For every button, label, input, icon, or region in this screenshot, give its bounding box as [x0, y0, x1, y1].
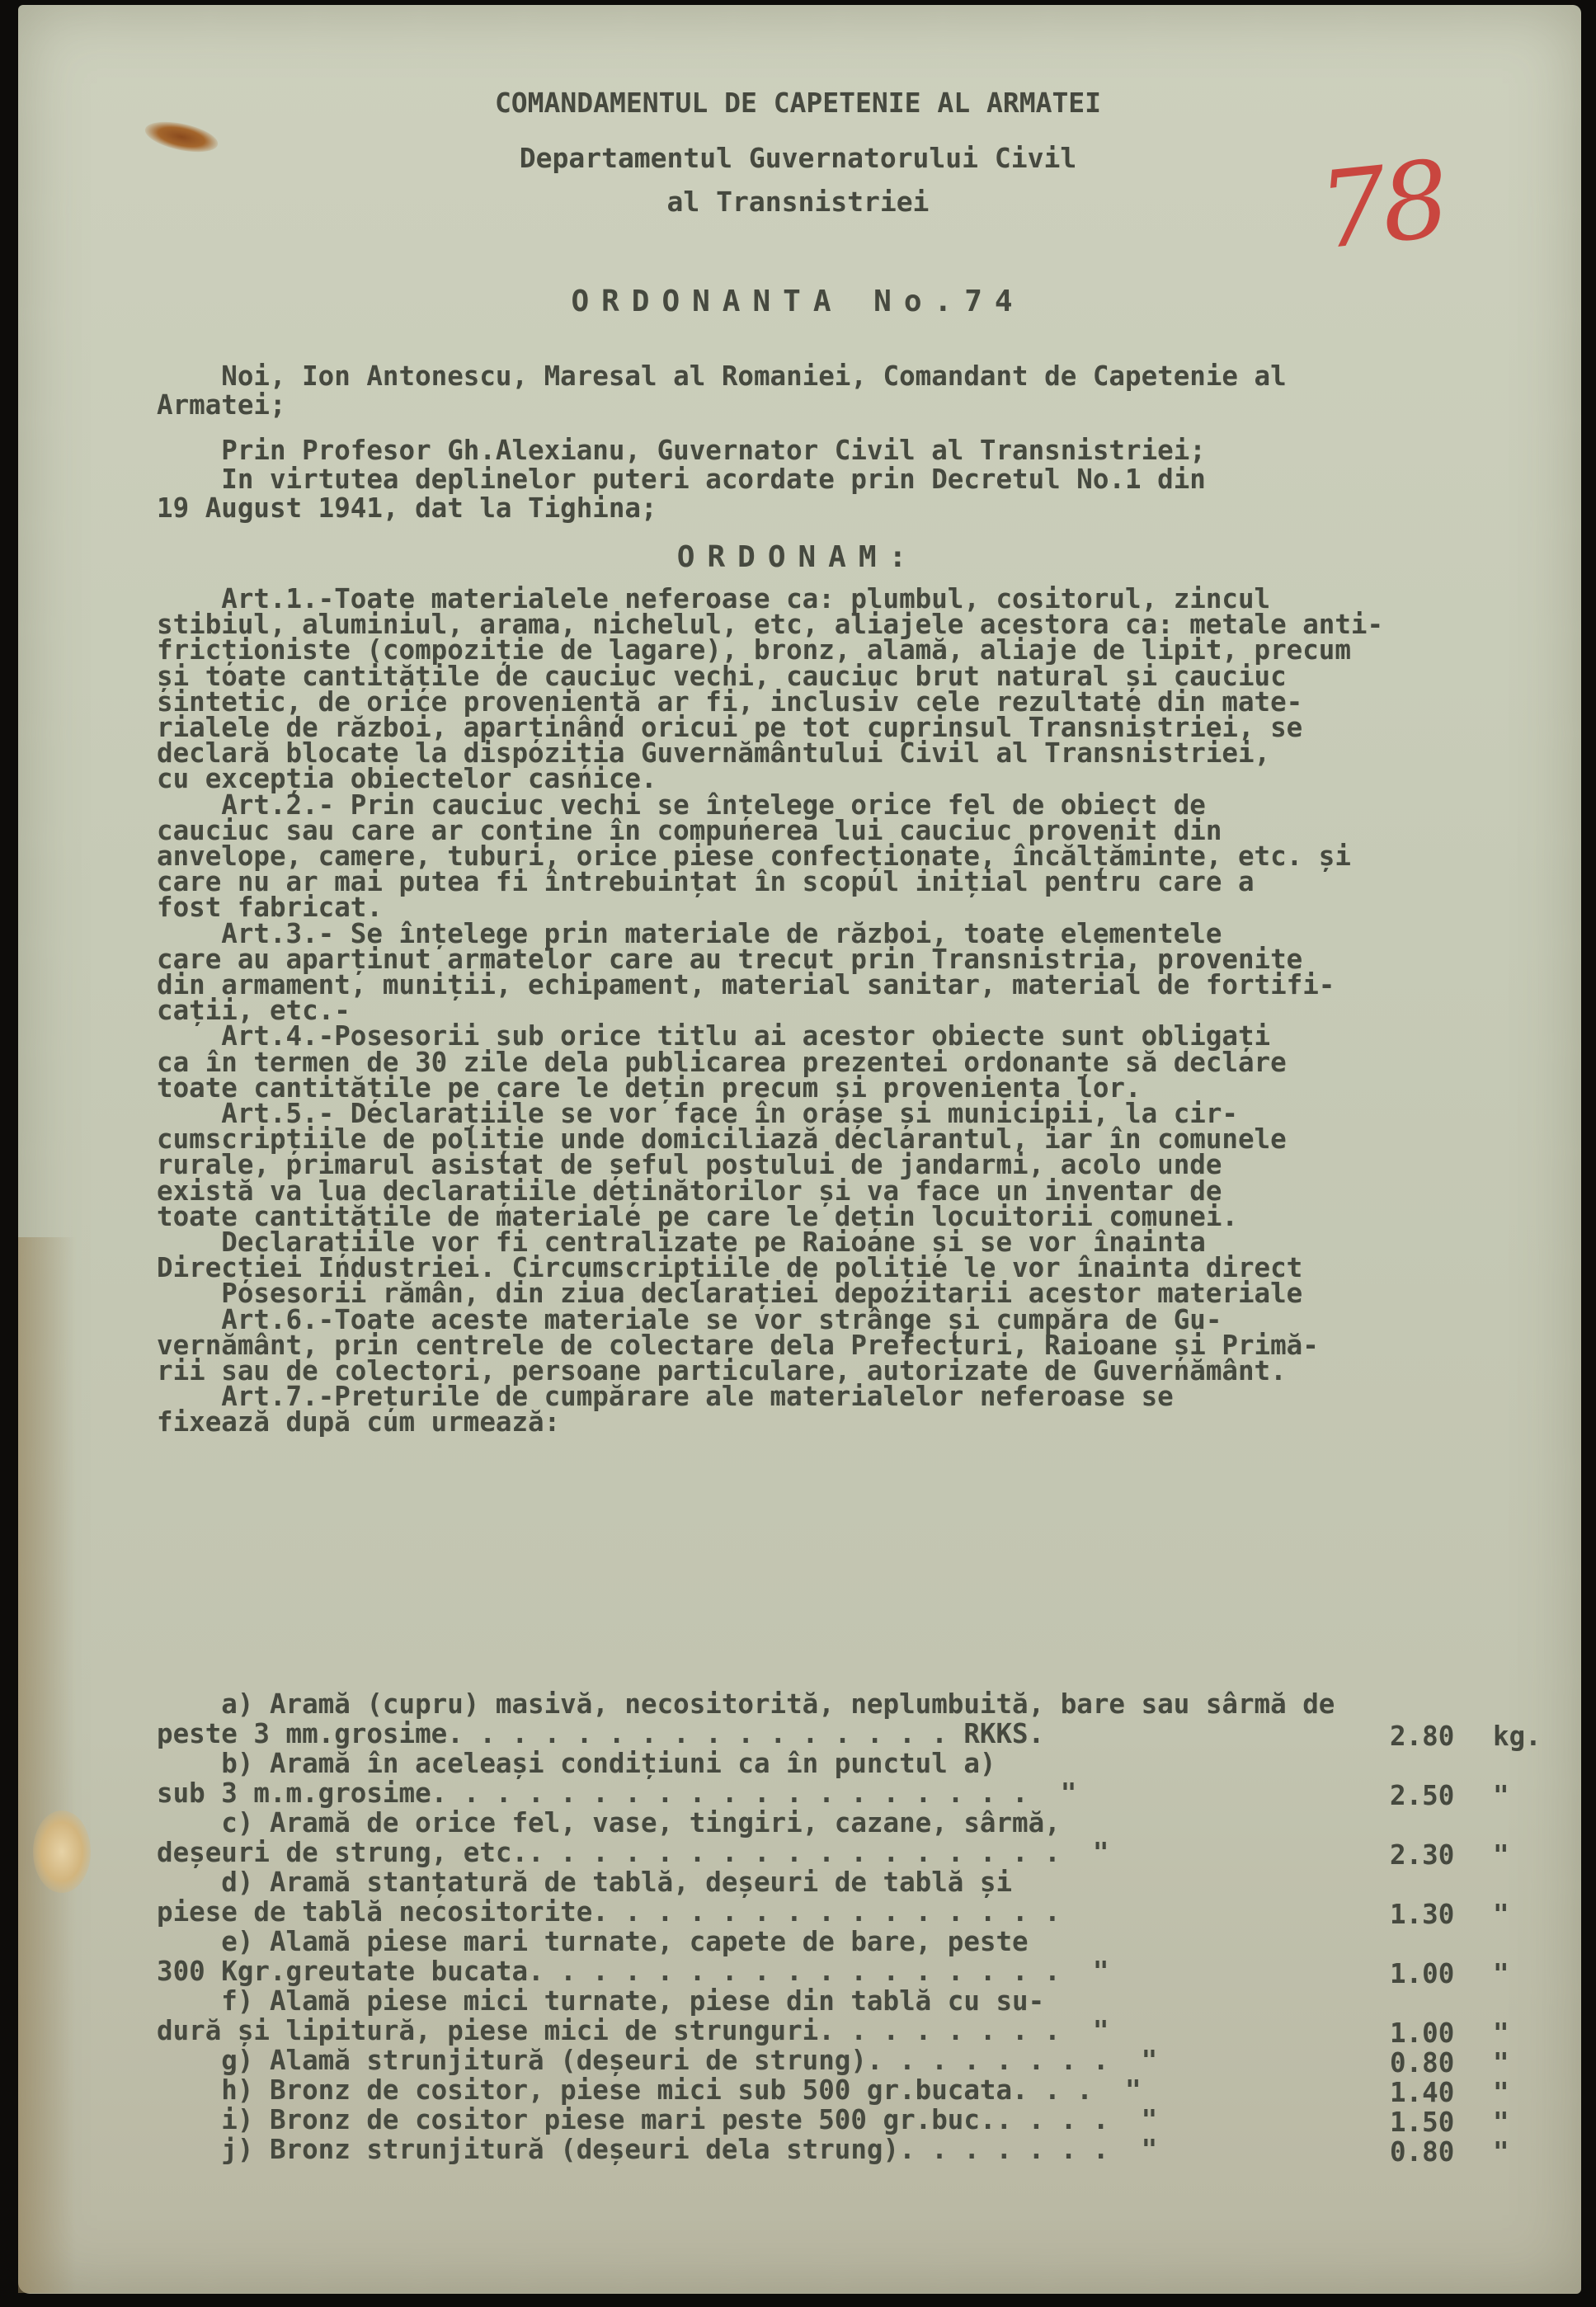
price-value: 1.40 — [1390, 2077, 1455, 2108]
article-line: Art.5.- Declarațiile se vor face în orașe și municipii, la cir- — [157, 1098, 1238, 1129]
preamble-line: In virtutea deplinelor puteri acordate prin Decretul No.1 din — [157, 464, 1206, 495]
price-item-text: dură și lipitură, piese mici de strunguri. . . . . . . . " — [157, 2015, 1109, 2046]
price-item-text: f) Alamă piese mici turnate, piese din tablă cu su- — [157, 1985, 1045, 2017]
article-line: Art.1.-Toate materialele neferoase ca: plumbul, cositorul, zincul — [157, 583, 1271, 614]
price-item-text: g) Alamă strunjitură (deșeuri de strung). . . . . . . . " — [157, 2045, 1158, 2076]
price-item-text: piese de tablă necositorite. . . . . . . . . . . . . . . — [157, 1896, 1061, 1928]
article-line: cații, etc.- — [157, 995, 351, 1027]
price-item-text: c) Aramă de orice fel, vase, tingiri, cazane, sârmă, — [157, 1807, 1061, 1839]
price-value: 2.30 — [1390, 1839, 1455, 1871]
article-line: Direcției Industriei. Circumscripțiile de poliție le vor înainta direct — [157, 1252, 1303, 1284]
worn-edge — [18, 1237, 76, 2293]
price-value: 1.00 — [1390, 1958, 1455, 1989]
article-line: vernământ, prin centrele de colectare dela Prefecturi, Raioane și Primă- — [157, 1329, 1319, 1361]
price-item-text: deșeuri de strung, etc.. . . . . . . . . . . . . . . . . " — [157, 1837, 1109, 1868]
article-line: Art.7.-Prețurile de cumpărare ale materialelor neferoase se — [157, 1381, 1174, 1413]
article-line: sintetic, de orice proveniență ar fi, inclusiv cele rezultate din mate- — [157, 685, 1303, 718]
preamble-line: Prin Profesor Gh.Alexianu, Guvernator Civil al Transnistriei; — [157, 435, 1206, 466]
price-unit: " — [1493, 1780, 1509, 1811]
price-value: 1.50 — [1390, 2107, 1455, 2138]
article-line: Art.3.- Se înțelege prin materiale de război, toate elementele — [157, 917, 1222, 949]
article-line: Art.6.-Toate aceste materiale se vor strânge și cumpăra de Gu- — [157, 1303, 1222, 1335]
preamble-line: Noi, Ion Antonescu, Maresal al Romaniei, Comandant de Capetenie al — [157, 360, 1287, 392]
price-value: 0.80 — [1390, 2136, 1455, 2168]
preamble-line: Armatei; — [157, 389, 286, 421]
article-line: și toate cantitățile de cauciuc vechi, cauciuc brut natural și cauciuc — [157, 660, 1287, 692]
price-unit: " — [1493, 1839, 1509, 1871]
article-line: Art.2.- Prin cauciuc vechi se înțelege orice fel de obiect de — [157, 789, 1206, 821]
price-unit: " — [1493, 2047, 1509, 2079]
price-item-text: a) Aramă (cupru) masivă, necositorită, neplumbuită, bare sau sârmă de — [157, 1688, 1335, 1720]
article-line: Declarațiile vor fi centralizate pe Raioane și se vor înainta — [157, 1226, 1206, 1258]
article-line: rii sau de colectori, persoane particulare, autorizate de Guvernământ. — [157, 1355, 1287, 1387]
price-item-text: i) Bronz de cositor piese mari peste 500 gr.buc.. . . . " — [157, 2104, 1158, 2135]
price-item-text: peste 3 mm.grosime. . . . . . . . . . . . . . . . RKKS. — [157, 1718, 1045, 1749]
price-unit: " — [1493, 2107, 1509, 2138]
article-line: cu excepția obiectelor casnice. — [157, 763, 657, 795]
article-line: anvelope, camere, tuburi, orice piese confecționate, încălțăminte, etc. și — [157, 840, 1351, 872]
price-item-text: b) Aramă în aceleași condițiuni ca în punctul a) — [157, 1748, 996, 1779]
article-line: fixează după cum urmează: — [157, 1406, 561, 1438]
article-line: declară blocate la dispoziția Guvernământului Civil al Transnistriei, — [157, 737, 1271, 770]
price-unit: " — [1493, 1958, 1509, 1989]
article-line: cauciuc sau care ar conține în compunerea lui cauciuc provenit din — [157, 814, 1222, 846]
price-value: 1.30 — [1390, 1899, 1455, 1930]
price-unit: " — [1493, 1899, 1509, 1930]
article-line: Posesorii rămân, din ziua declarației depozitarii acestor materiale — [157, 1278, 1303, 1310]
price-unit: " — [1493, 2077, 1509, 2108]
price-unit: " — [1493, 2136, 1509, 2168]
article-line: care nu ar mai putea fi întrebuințat în scopul inițial pentru care a — [157, 866, 1255, 898]
price-item-text: h) Bronz de cositor, piese mici sub 500 gr.bucata. . . " — [157, 2074, 1142, 2106]
price-item-text: e) Alamă piese mari turnate, capete de bare, peste — [157, 1926, 1029, 1957]
article-line: toate cantitățile de materiale pe care le dețin locuitorii comunei. — [157, 1200, 1238, 1232]
article-line: ca în termen de 30 zile dela publicarea prezentei ordonanțe să declare — [157, 1046, 1287, 1078]
article-line: fost fabricat. — [157, 892, 383, 924]
price-value: 0.80 — [1390, 2047, 1455, 2079]
price-value: 2.80 — [1390, 1721, 1455, 1752]
price-item-text: j) Bronz strunjitură (deșeuri dela strung). . . . . . . " — [157, 2134, 1158, 2165]
article-line: există va lua declarațiile deținătorilor și va face un inventar de — [157, 1175, 1222, 1207]
handwritten-page-number: 78 — [1313, 138, 1451, 274]
price-item-text: sub 3 m.m.grosime. . . . . . . . . . . . . . . . . . . " — [157, 1777, 1077, 1809]
article-line: fricționiste (compoziție de lagare), bronz, alamă, aliaje de lipit, precum — [157, 634, 1351, 666]
price-value: 1.00 — [1390, 2017, 1455, 2049]
article-line: rurale, primarul asistat de șeful postului de jandarmi, acolo unde — [157, 1149, 1222, 1181]
price-unit: kg. — [1493, 1721, 1542, 1752]
document-title: ORDONANTA No.74 — [571, 285, 1025, 318]
header-line-3: al Transnistriei — [666, 186, 930, 218]
article-line: care au aparținut armatelor care au trecut prin Transnistria, provenite — [157, 943, 1303, 975]
header-line-1: COMANDAMENTUL DE CAPETENIE AL ARMATEI — [494, 87, 1102, 119]
article-line: toate cantitățile pe care le dețin precum și proveniența lor. — [157, 1071, 1142, 1104]
price-item-text: 300 Kgr.greutate bucata. . . . . . . . . . . . . . . . . " — [157, 1956, 1109, 1987]
price-value: 2.50 — [1390, 1780, 1455, 1811]
price-unit: " — [1493, 2017, 1509, 2049]
article-line: din armament, muniții, echipament, material sanitar, material de fortifi- — [157, 969, 1335, 1000]
article-line: cumscripțiile de poliție unde domiciliază declarantul, iar în comunele — [157, 1123, 1287, 1156]
article-line: stibiul, aluminiul, arama, nichelul, etc, aliajele acestora ca: metale anti- — [157, 609, 1384, 641]
article-line: Art.4.-Posesorii sub orice titlu ai acestor obiecte sunt obligați — [157, 1020, 1271, 1052]
price-item-text: d) Aramă stanțatură de tablă, deșeuri de tablă și — [157, 1867, 1013, 1898]
header-line-2: Departamentul Guvernatorului Civil — [519, 142, 1077, 174]
article-line: rialele de război, aparținând oricui pe tot cuprinsul Transnistriei, se — [157, 712, 1303, 743]
paper-damage — [33, 1810, 91, 1893]
ordonam-heading: ORDONAM: — [676, 540, 920, 574]
preamble-line: 19 August 1941, dat la Tighina; — [157, 492, 657, 524]
